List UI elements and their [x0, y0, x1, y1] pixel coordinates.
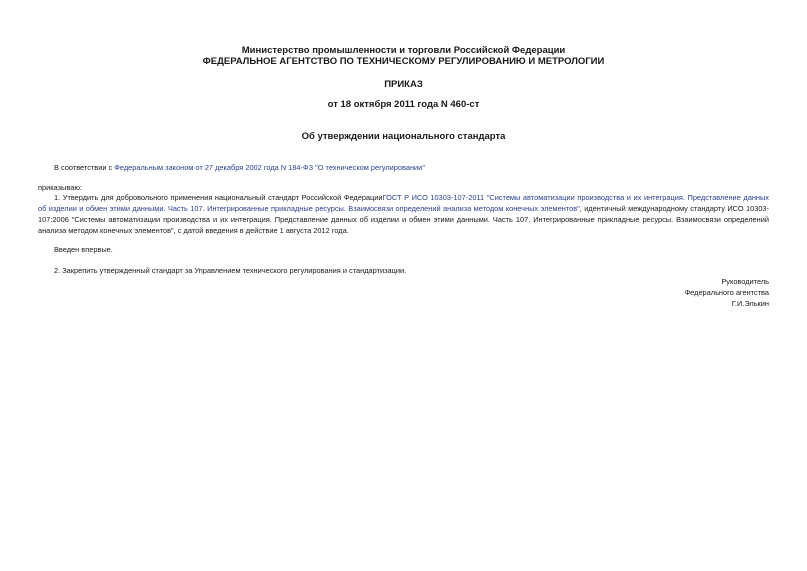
gost-standard-link[interactable]: ГОСТ Р ИСО 10303-107-2011 "Системы автоматизации производства и их интеграция. Представление данных об изделии и обмен этими данными. Часть 107. Интегрированные прикладные ресурсы. Взаимосвязи определений анализа методом конечных элементов" [38, 193, 769, 213]
preamble [54, 162, 425, 173]
document-type: ПРИКАЗ [384, 79, 423, 90]
document-subject: Об утверждении национального стандарта [301, 131, 506, 142]
signature-name: Г.И.Элькин [731, 299, 769, 308]
signature-position: Руководитель [721, 277, 769, 286]
introduced-note: Введен впервые. [54, 245, 113, 254]
item-1-suffix: , идентичный международному стандарту ИСО 10303-107:2006 "Системы автоматизации производства и их интеграция. Представление данных об изделии и обмен этими данными. Часть 107. Интегрированные прикладные ресурсы. Взаимосвязи определений анализа методом конечных элементов", с датой введения в действие 1 августа 2012 года. [38, 204, 770, 235]
document-date-number: от 18 октября 2011 года N 460-ст [327, 99, 480, 110]
signature-agency: Федерального агентства [684, 288, 769, 297]
agency-title: ФЕДЕРАЛЬНОЕ АГЕНТСТВО ПО ТЕХНИЧЕСКОМУ РЕГУЛИРОВАНИЮ И МЕТРОЛОГИИ [202, 56, 605, 67]
order-word: приказываю: [38, 183, 82, 192]
item-1-prefix: 1. Утвердить для добровольного применения национальный стандарт Российской Федерации [54, 193, 383, 202]
item-2-paragraph: 2. Закрепить утвержденный стандарт за Управлением технического регулирования и стандартизации. [54, 266, 407, 275]
federal-law-link[interactable]: Федеральным законом от 27 декабря 2002 года N 184-ФЗ "О техническом регулировании" [114, 163, 425, 172]
preamble-prefix: В соответствии с [54, 163, 115, 172]
item-1-paragraph [38, 192, 769, 236]
ministry-title: Министерство промышленности и торговли Российской Федерации [241, 45, 566, 56]
